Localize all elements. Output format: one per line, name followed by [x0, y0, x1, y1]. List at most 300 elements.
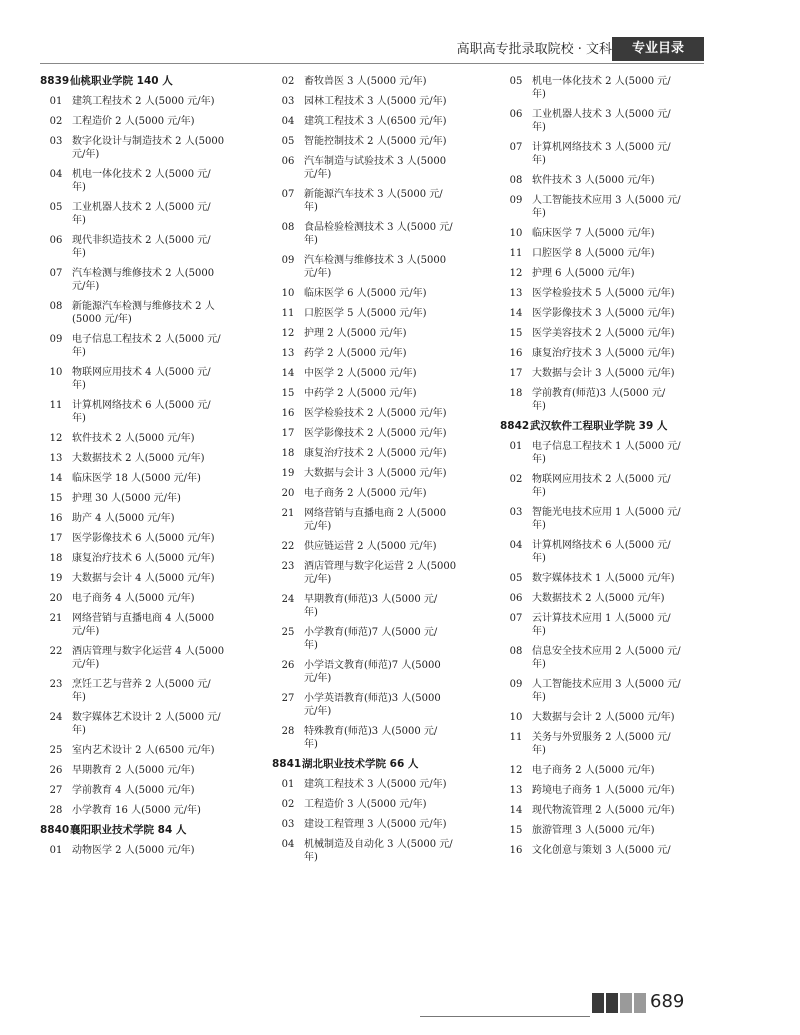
major-entry	[272, 659, 497, 685]
major-entry	[40, 168, 260, 194]
major-number: 14	[509, 308, 523, 319]
major-text-line: 年)	[304, 640, 318, 651]
major-text-line: 年)	[72, 725, 86, 736]
major-entry	[272, 221, 497, 247]
major-text	[72, 764, 260, 777]
major-text-line: 汽车检测与维修技术 2 人(5000	[72, 268, 215, 279]
major-number: 09	[509, 679, 523, 690]
major-text	[304, 387, 497, 400]
major-entry	[500, 327, 720, 340]
major-text-line: 年)	[532, 745, 546, 756]
major-text	[532, 824, 720, 837]
major-text	[72, 804, 260, 817]
major-entry	[500, 764, 720, 777]
school-name: 仙桃职业学院 140 人	[70, 75, 173, 87]
major-text	[72, 512, 260, 525]
major-text-line: 电子商务 2 人(5000 元/年)	[304, 488, 427, 499]
major-number: 13	[49, 453, 63, 464]
major-entry	[272, 75, 497, 88]
major-number: 07	[281, 189, 295, 200]
major-text-line: 工业机器人技术 3 人(5000 元/	[532, 109, 671, 120]
major-entry	[272, 115, 497, 128]
major-number: 25	[281, 627, 295, 638]
major-entry	[272, 507, 497, 533]
major-text	[304, 95, 497, 108]
major-text-line: 文化创意与策划 3 人(5000 元/	[532, 845, 671, 856]
major-number: 05	[509, 573, 523, 584]
major-text	[532, 473, 720, 499]
header-rule	[40, 63, 704, 64]
major-text	[532, 141, 720, 167]
major-text-line: 小学语文教育(师范)7 人(5000	[304, 660, 441, 671]
major-entry	[272, 467, 497, 480]
major-text	[532, 287, 720, 300]
major-text-line: 临床医学 7 人(5000 元/年)	[532, 228, 655, 239]
major-text	[304, 818, 497, 831]
major-text	[532, 247, 720, 260]
major-text-line: 年)	[304, 607, 318, 618]
major-text-line: 年)	[532, 208, 546, 219]
major-entry	[272, 254, 497, 280]
major-text-line: 新能源汽车技术 3 人(5000 元/	[304, 189, 443, 200]
major-text-line: 人工智能技术应用 3 人(5000 元/	[532, 195, 681, 206]
footer-decoration	[592, 993, 646, 1013]
major-number: 01	[281, 779, 295, 790]
major-number: 22	[49, 646, 63, 657]
major-text-line: 新能源汽车检测与维修技术 2 人	[72, 301, 215, 312]
school-code: 8842	[500, 420, 530, 432]
major-number: 21	[281, 508, 295, 519]
major-entry	[40, 764, 260, 777]
major-text	[72, 592, 260, 605]
major-entry	[500, 784, 720, 797]
major-number: 05	[281, 136, 295, 147]
major-text	[532, 75, 720, 101]
major-number: 09	[49, 334, 63, 345]
major-entry	[500, 645, 720, 671]
major-number: 05	[509, 76, 523, 87]
major-number: 28	[49, 805, 63, 816]
major-entry	[500, 678, 720, 704]
major-text-line: 烹饪工艺与营养 2 人(5000 元/	[72, 679, 211, 690]
footer-block	[606, 993, 618, 1013]
school-name: 襄阳职业技术学院 84 人	[70, 824, 187, 836]
major-number: 10	[49, 367, 63, 378]
major-entry	[500, 267, 720, 280]
major-entry	[500, 108, 720, 134]
major-entry	[40, 492, 260, 505]
major-number: 08	[509, 175, 523, 186]
major-text	[532, 327, 720, 340]
major-number: 16	[281, 408, 295, 419]
school-name: 武汉软件工程职业学院 39 人	[530, 420, 668, 432]
major-number: 11	[509, 732, 523, 743]
major-text	[304, 692, 497, 718]
major-text-line: 年)	[72, 215, 86, 226]
major-text-line: 工程造价 2 人(5000 元/年)	[72, 116, 195, 127]
major-text-line: 汽车制造与试验技术 3 人(5000	[304, 156, 447, 167]
major-number: 14	[49, 473, 63, 484]
major-number: 07	[509, 142, 523, 153]
major-entry	[40, 399, 260, 425]
major-number: 01	[509, 441, 523, 452]
major-number: 09	[509, 195, 523, 206]
major-number: 02	[49, 116, 63, 127]
major-text	[532, 539, 720, 565]
major-entry	[40, 300, 260, 326]
major-entry	[40, 115, 260, 128]
major-number: 17	[281, 428, 295, 439]
major-number: 24	[49, 712, 63, 723]
major-text-line: 园林工程技术 3 人(5000 元/年)	[304, 96, 447, 107]
major-text-line: 临床医学 18 人(5000 元/年)	[72, 473, 201, 484]
major-text-line: 年)	[72, 347, 86, 358]
major-text-line: 数字媒体艺术设计 2 人(5000 元/	[72, 712, 221, 723]
major-number: 11	[281, 308, 295, 319]
major-entry	[272, 778, 497, 791]
major-text-line: 年)	[304, 202, 318, 213]
major-number: 16	[509, 845, 523, 856]
major-text	[72, 552, 260, 565]
major-entry	[40, 452, 260, 465]
major-entry	[272, 367, 497, 380]
major-entry	[500, 387, 720, 413]
major-entry	[500, 572, 720, 585]
major-text-line: 电子信息工程技术 1 人(5000 元/	[532, 441, 681, 452]
major-text-line: 建筑工程技术 3 人(6500 元/年)	[304, 116, 447, 127]
major-text-line: 早期教育(师范)3 人(5000 元/	[304, 594, 438, 605]
major-entry	[500, 539, 720, 565]
major-text-line: 建筑工程技术 3 人(5000 元/年)	[304, 779, 447, 790]
major-text	[72, 784, 260, 797]
major-text-line: 年)	[532, 692, 546, 703]
major-text-line: 大数据技术 2 人(5000 元/年)	[532, 593, 665, 604]
major-entry	[500, 75, 720, 101]
major-entry	[40, 592, 260, 605]
major-text	[72, 201, 260, 227]
major-text	[72, 168, 260, 194]
major-number: 17	[509, 368, 523, 379]
major-entry	[272, 188, 497, 214]
column-3	[500, 75, 720, 864]
major-number: 21	[49, 613, 63, 624]
major-text-line: 康复治疗技术 2 人(5000 元/年)	[304, 448, 447, 459]
major-text-line: 中药学 2 人(5000 元/年)	[304, 388, 417, 399]
major-entry	[500, 731, 720, 757]
major-text	[72, 333, 260, 359]
major-text-line: 计算机网络技术 6 人(5000 元/	[532, 540, 671, 551]
major-number: 08	[509, 646, 523, 657]
major-text	[72, 366, 260, 392]
major-number: 05	[49, 202, 63, 213]
major-text	[304, 838, 497, 864]
major-number: 16	[49, 513, 63, 524]
school-heading	[40, 75, 260, 88]
major-text-line: 医学影像技术 6 人(5000 元/年)	[72, 533, 215, 544]
major-number: 20	[49, 593, 63, 604]
major-text-line: 特殊教育(师范)3 人(5000 元/	[304, 726, 438, 737]
major-text-line: 供应链运营 2 人(5000 元/年)	[304, 541, 437, 552]
major-text-line: 现代物流管理 2 人(5000 元/年)	[532, 805, 675, 816]
major-text-line: 元/年)	[304, 673, 332, 684]
major-text-line: 医学检验技术 5 人(5000 元/年)	[532, 288, 675, 299]
major-entry	[500, 287, 720, 300]
footer-block	[620, 993, 632, 1013]
major-entry	[40, 472, 260, 485]
major-text	[72, 452, 260, 465]
major-text	[304, 447, 497, 460]
major-entry	[272, 427, 497, 440]
major-number: 13	[509, 288, 523, 299]
major-text-line: 年)	[532, 626, 546, 637]
major-number: 12	[281, 328, 295, 339]
major-text	[532, 108, 720, 134]
major-text-line: 元/年)	[72, 626, 100, 637]
major-entry	[272, 818, 497, 831]
major-text-line: 元/年)	[72, 149, 100, 160]
major-entry	[500, 473, 720, 499]
major-entry	[40, 552, 260, 565]
major-text-line: 大数据技术 2 人(5000 元/年)	[72, 453, 205, 464]
major-text	[72, 300, 260, 326]
school-heading	[272, 758, 497, 771]
major-entry	[40, 135, 260, 161]
major-entry	[272, 287, 497, 300]
major-entry	[500, 307, 720, 320]
major-entry	[272, 347, 497, 360]
major-text-line: 元/年)	[72, 659, 100, 670]
major-text	[72, 645, 260, 671]
major-text-line: 酒店管理与数字化运营 2 人(5000	[304, 561, 457, 572]
major-text-line: 年)	[532, 659, 546, 670]
major-text-line: 电子信息工程技术 2 人(5000 元/	[72, 334, 221, 345]
major-text	[304, 115, 497, 128]
major-number: 15	[509, 328, 523, 339]
major-text-line: 网络营销与直播电商 4 人(5000	[72, 613, 215, 624]
major-entry	[272, 155, 497, 181]
footer-block	[592, 993, 604, 1013]
major-text	[304, 307, 497, 320]
major-text-line: 小学英语教育(师范)3 人(5000	[304, 693, 441, 704]
school-heading	[500, 420, 720, 433]
major-number: 18	[509, 388, 523, 399]
major-text-line: 机电一体化技术 2 人(5000 元/	[72, 169, 211, 180]
major-number: 09	[281, 255, 295, 266]
major-text-line: 大数据与会计 3 人(5000 元/年)	[532, 368, 675, 379]
major-text-line: 软件技术 3 人(5000 元/年)	[532, 175, 655, 186]
major-text	[304, 135, 497, 148]
major-number: 19	[281, 468, 295, 479]
major-entry	[272, 540, 497, 553]
major-entry	[500, 612, 720, 638]
major-text-line: 年)	[532, 122, 546, 133]
footer-block	[634, 993, 646, 1013]
major-number: 07	[49, 268, 63, 279]
section-tab: 专业目录	[612, 37, 704, 61]
major-text-line: 汽车检测与维修技术 3 人(5000	[304, 255, 447, 266]
major-number: 03	[49, 136, 63, 147]
major-text-line: 物联网应用技术 4 人(5000 元/	[72, 367, 211, 378]
major-entry	[40, 572, 260, 585]
major-text-line: 信息安全技术应用 2 人(5000 元/	[532, 646, 681, 657]
running-header-title: 高职高专批录取院校 · 文科	[456, 42, 612, 57]
major-number: 04	[49, 169, 63, 180]
major-text-line: 室内艺术设计 2 人(6500 元/年)	[72, 745, 215, 756]
major-entry	[272, 798, 497, 811]
major-text	[304, 367, 497, 380]
major-entry	[40, 201, 260, 227]
major-number: 23	[49, 679, 63, 690]
major-number: 14	[281, 368, 295, 379]
major-text	[532, 612, 720, 638]
major-entry	[40, 711, 260, 737]
major-number: 01	[49, 845, 63, 856]
major-text-line: 药学 2 人(5000 元/年)	[304, 348, 407, 359]
major-number: 08	[49, 301, 63, 312]
major-text-line: 云计算技术应用 1 人(5000 元/	[532, 613, 671, 624]
major-entry	[500, 141, 720, 167]
major-text	[304, 347, 497, 360]
major-text	[532, 804, 720, 817]
footer-rule	[420, 1016, 590, 1017]
major-entry	[272, 626, 497, 652]
major-number: 04	[281, 116, 295, 127]
major-number: 23	[281, 561, 295, 572]
major-text	[304, 725, 497, 751]
major-text	[304, 798, 497, 811]
major-number: 01	[49, 96, 63, 107]
major-entry	[500, 824, 720, 837]
major-entry	[40, 432, 260, 445]
major-text-line: 元/年)	[304, 521, 332, 532]
major-text	[304, 778, 497, 791]
school-heading	[40, 824, 260, 837]
major-text	[304, 487, 497, 500]
major-text-line: 医学美容技术 2 人(5000 元/年)	[532, 328, 675, 339]
major-entry	[40, 844, 260, 857]
column-1	[40, 75, 260, 864]
major-text-line: 数字媒体技术 1 人(5000 元/年)	[532, 573, 675, 584]
major-entry	[500, 711, 720, 724]
major-text	[72, 532, 260, 545]
major-text	[72, 492, 260, 505]
major-number: 10	[281, 288, 295, 299]
major-number: 06	[49, 235, 63, 246]
major-number: 12	[509, 765, 523, 776]
major-text	[532, 764, 720, 777]
major-text	[532, 678, 720, 704]
major-text-line: 年)	[532, 155, 546, 166]
major-number: 03	[509, 507, 523, 518]
major-text	[532, 784, 720, 797]
major-text-line: 年)	[72, 182, 86, 193]
major-text-line: 软件技术 2 人(5000 元/年)	[72, 433, 195, 444]
major-text	[304, 540, 497, 553]
major-number: 15	[49, 493, 63, 504]
major-entry	[500, 592, 720, 605]
major-text-line: 建筑工程技术 2 人(5000 元/年)	[72, 96, 215, 107]
major-text	[532, 592, 720, 605]
major-text-line: 元/年)	[304, 268, 332, 279]
major-text	[532, 731, 720, 757]
major-text	[304, 659, 497, 685]
school-code: 8839	[40, 75, 70, 87]
major-text-line: 年)	[532, 89, 546, 100]
major-text-line: 计算机网络技术 3 人(5000 元/	[532, 142, 671, 153]
column-2	[272, 75, 497, 871]
major-text	[72, 95, 260, 108]
major-number: 06	[509, 109, 523, 120]
major-entry	[500, 247, 720, 260]
major-text	[532, 711, 720, 724]
major-text-line: 计算机网络技术 6 人(5000 元/	[72, 400, 211, 411]
school-name: 湖北职业技术学院 66 人	[302, 758, 419, 770]
major-entry	[500, 174, 720, 187]
major-text	[532, 506, 720, 532]
major-entry	[272, 725, 497, 751]
major-text-line: 学前教育 4 人(5000 元/年)	[72, 785, 195, 796]
major-text-line: 大数据与会计 3 人(5000 元/年)	[304, 468, 447, 479]
major-entry	[40, 234, 260, 260]
major-text-line: 小学教育 16 人(5000 元/年)	[72, 805, 201, 816]
major-entry	[40, 804, 260, 817]
major-number: 12	[49, 433, 63, 444]
major-entry	[272, 135, 497, 148]
major-number: 13	[509, 785, 523, 796]
major-text-line: 护理 30 人(5000 元/年)	[72, 493, 181, 504]
major-text-line: 年)	[72, 248, 86, 259]
major-entry	[272, 387, 497, 400]
major-text	[532, 844, 720, 857]
major-number: 13	[281, 348, 295, 359]
major-text-line: 年)	[532, 487, 546, 498]
major-text-line: 机械制造及自动化 3 人(5000 元/	[304, 839, 453, 850]
major-number: 07	[509, 613, 523, 624]
major-text-line: 数字化设计与制造技术 2 人(5000	[72, 136, 225, 147]
major-entry	[40, 333, 260, 359]
major-number: 10	[509, 712, 523, 723]
major-entry	[500, 440, 720, 466]
major-number: 18	[281, 448, 295, 459]
major-entry	[40, 267, 260, 293]
major-text-line: 建设工程管理 3 人(5000 元/年)	[304, 819, 447, 830]
major-number: 06	[281, 156, 295, 167]
major-text-line: 临床医学 6 人(5000 元/年)	[304, 288, 427, 299]
major-number: 11	[49, 400, 63, 411]
major-text-line: 网络营销与直播电商 2 人(5000	[304, 508, 447, 519]
major-number: 26	[49, 765, 63, 776]
major-text-line: 酒店管理与数字化运营 4 人(5000	[72, 646, 225, 657]
major-number: 15	[509, 825, 523, 836]
major-entry	[272, 447, 497, 460]
major-text	[304, 254, 497, 280]
major-text	[304, 221, 497, 247]
major-text	[72, 135, 260, 161]
major-number: 06	[509, 593, 523, 604]
major-text	[72, 234, 260, 260]
major-text-line: 年)	[72, 692, 86, 703]
major-text-line: 小学教育(师范)7 人(5000 元/	[304, 627, 438, 638]
major-entry	[40, 366, 260, 392]
major-text-line: 畜牧兽医 3 人(5000 元/年)	[304, 76, 427, 87]
major-number: 03	[281, 819, 295, 830]
major-text	[532, 387, 720, 413]
major-text-line: 动物医学 2 人(5000 元/年)	[72, 845, 195, 856]
major-entry	[40, 678, 260, 704]
major-number: 04	[281, 839, 295, 850]
major-number: 03	[281, 96, 295, 107]
major-text-line: 年)	[304, 739, 318, 750]
